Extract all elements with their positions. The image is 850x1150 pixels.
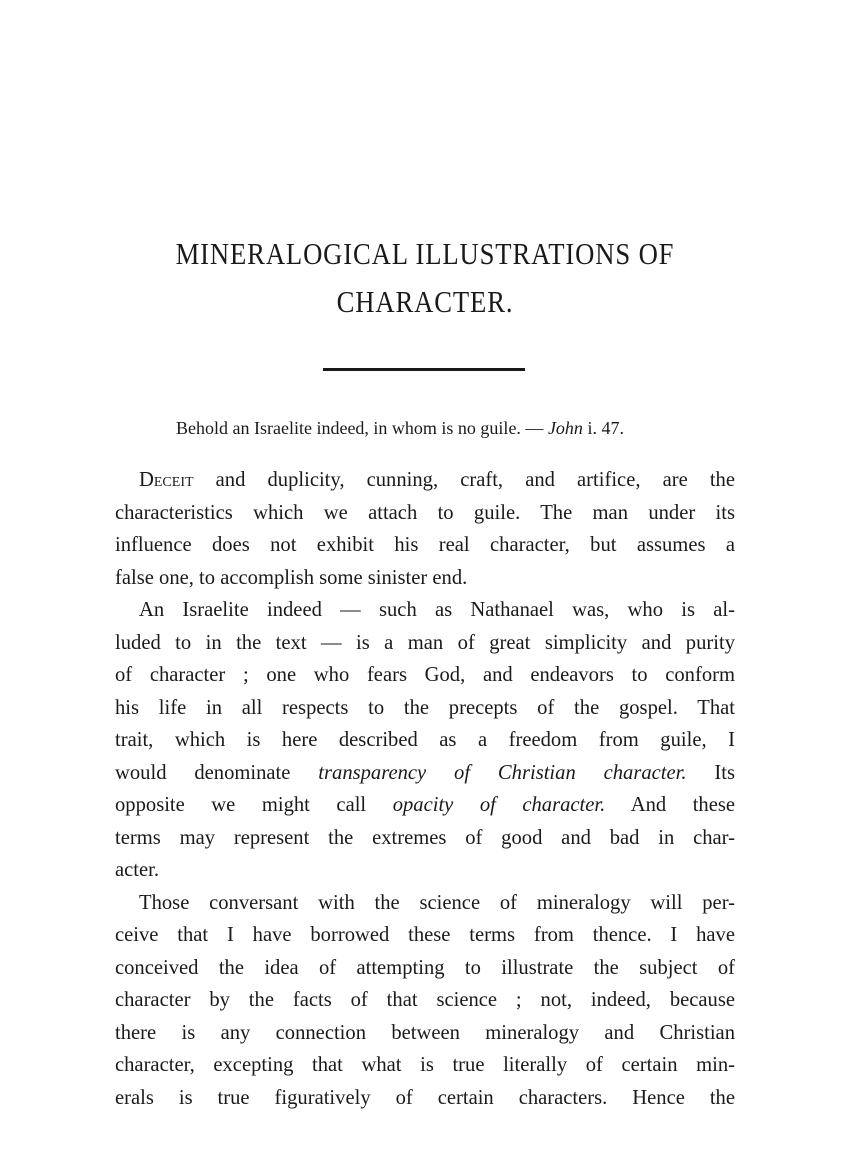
paragraph-line: characteristics which we attach to guile. The man under its <box>115 501 735 524</box>
paragraph-line: character, excepting that what is true literally of certain min- <box>115 1054 735 1076</box>
paragraph-line: luded to in the text — is a man of great simplicity and purity <box>115 631 735 654</box>
paragraph-line: Those conversant with the science of mineralogy will per- <box>139 891 735 914</box>
paragraph-line: trait, which is here described as a freedom from guile, I <box>115 729 735 751</box>
paragraph-line: influence does not exhibit his real character, but assumes a <box>115 534 735 556</box>
drop-word: Deceit <box>139 469 194 491</box>
paragraph-line <box>115 789 735 822</box>
paragraph-3 <box>115 887 735 1115</box>
emphasis-opacity: opacity of character. <box>392 794 606 816</box>
paragraph-line: false one, to accomplish some sinister end. <box>115 566 468 589</box>
line-text: opposite we might call <box>115 794 393 816</box>
epigraph <box>176 418 624 439</box>
line-text: And these <box>605 794 736 816</box>
body-text <box>115 464 735 1114</box>
epigraph-reference-book: John <box>547 418 583 438</box>
line-text: Its <box>686 761 735 784</box>
epigraph-reference-verse: i. 47. <box>582 418 624 438</box>
paragraph-line: terms may represent the extremes of good and bad in char- <box>115 826 735 849</box>
paragraph-line <box>115 757 735 790</box>
paragraph-line: ceive that I have borrowed these terms from thence. I have <box>115 924 735 946</box>
epigraph-text: Behold an Israelite indeed, in whom is no guile. — <box>176 418 548 438</box>
paragraph-line: erals is true figuratively of certain characters. Hence the <box>115 1086 735 1109</box>
paragraph-line: conceived the idea of attempting to illustrate the subject of <box>115 956 735 979</box>
paragraph-2 <box>115 594 735 887</box>
line-text: and duplicity, cunning, craft, and artifice, are the <box>193 469 735 491</box>
paragraph-line: acter. <box>115 859 160 881</box>
paragraph-line: character by the facts of that science ; not, indeed, because <box>115 989 735 1011</box>
paragraph-line <box>115 464 735 497</box>
title-divider-rule <box>323 368 525 371</box>
paragraph-line: An Israelite indeed — such as Nathanael was, who is al- <box>139 599 735 621</box>
line-text: would denominate <box>115 761 319 784</box>
paragraph-line: of character ; one who fears God, and endeavors to conform <box>115 664 735 686</box>
emphasis-transparency: transparency of Christian character. <box>318 761 687 784</box>
paragraph-line: there is any connection between mineralogy and Christian <box>115 1021 735 1044</box>
chapter-title-line-1: MINERALOGICAL ILLUSTRATIONS OF <box>175 236 675 271</box>
paragraph-line: his life in all respects to the precepts of the gospel. That <box>115 696 735 719</box>
paragraph-1 <box>115 464 735 594</box>
chapter-title-line-2: CHARACTER. <box>336 284 514 319</box>
